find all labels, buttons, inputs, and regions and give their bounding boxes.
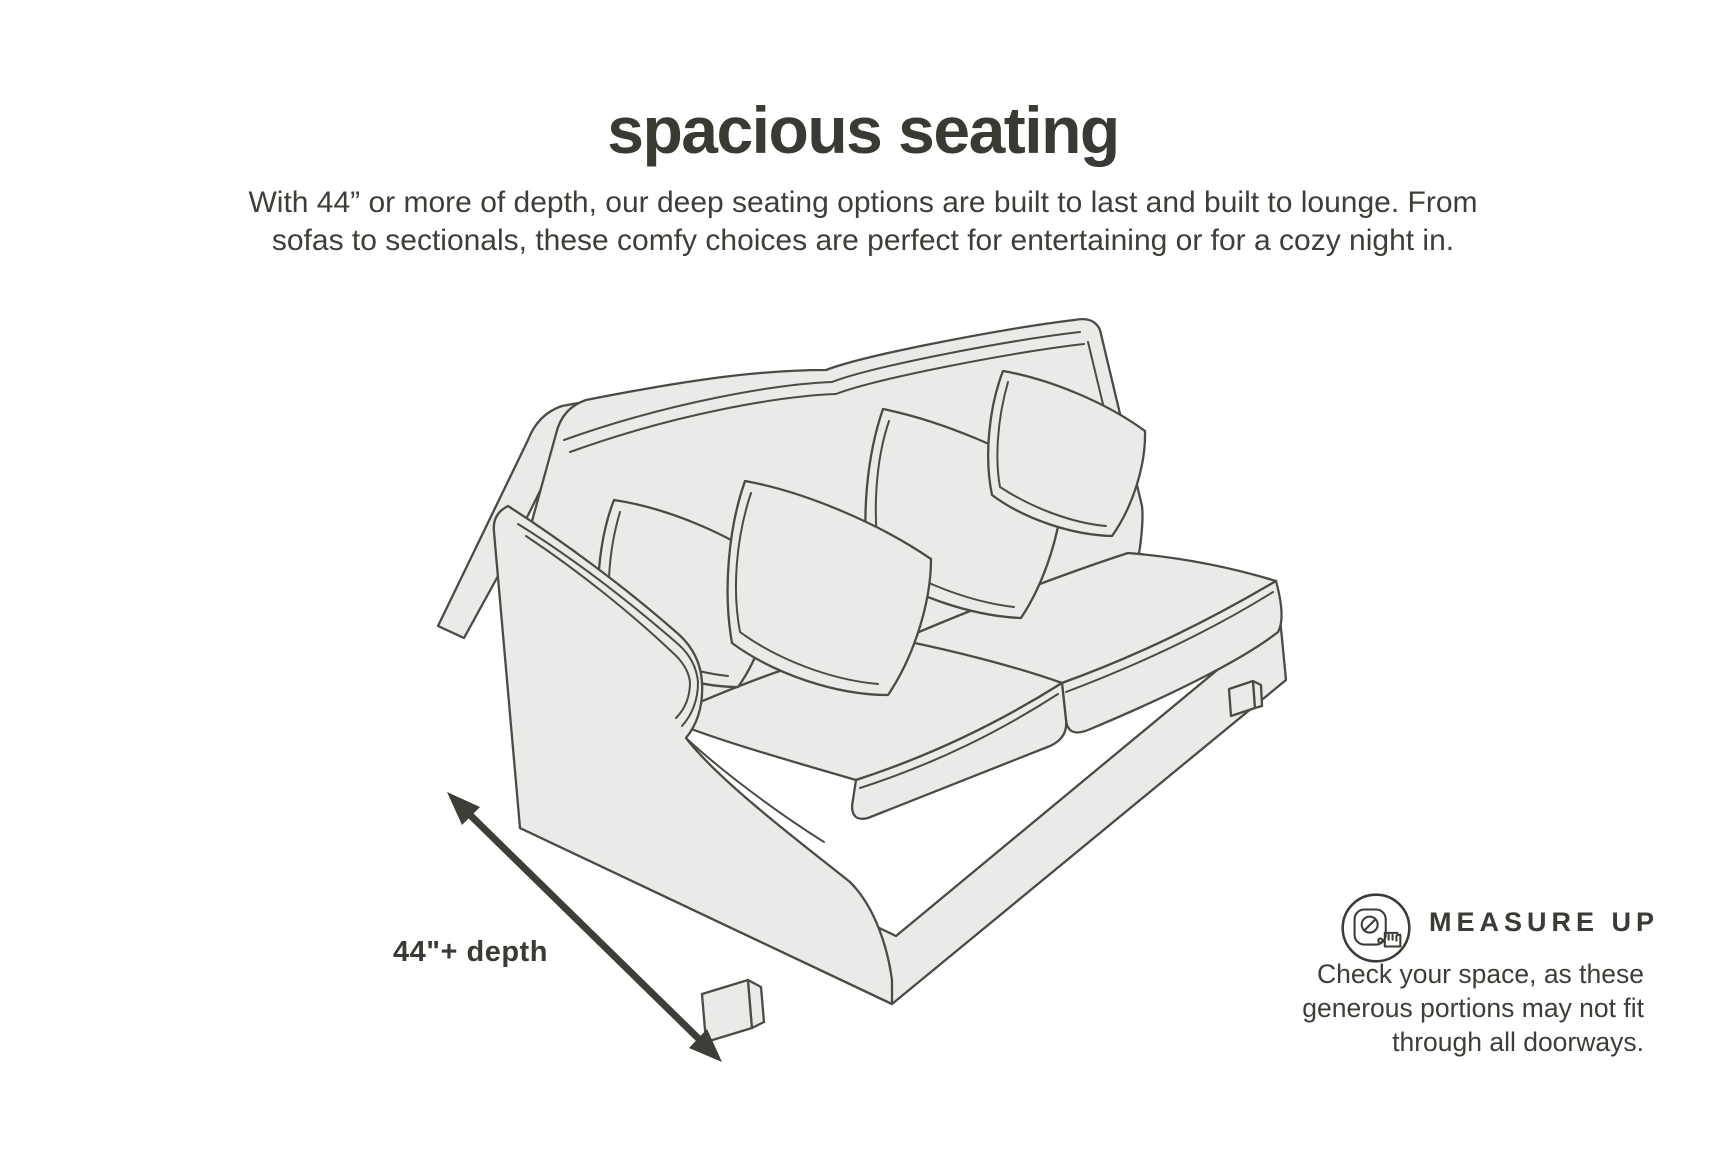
measure-up-line-1: Check your space, as these	[1316, 959, 1644, 989]
depth-dimension-label: 44"+ depth	[393, 936, 548, 968]
measure-up-line-3: through all doorways.	[1392, 1027, 1644, 1057]
sofa-foot	[702, 980, 752, 1042]
page-title: spacious seating	[607, 93, 1119, 167]
tape-measure-icon	[1339, 891, 1413, 965]
measure-up-text	[1224, 957, 1644, 1059]
sofa-foot	[748, 980, 764, 1028]
intro-line-2: sofas to sectionals, these comfy choices are perfect for entertaining or for a cozy night in.	[271, 224, 1455, 257]
measure-up-heading: MEASURE UP	[1429, 907, 1660, 937]
intro-paragraph	[0, 184, 1726, 260]
intro-line-1: With 44” or more of depth, our deep seating options are built to last and built to lounge. From	[248, 186, 1478, 219]
measure-up-line-2: generous portions may not fit	[1302, 993, 1644, 1023]
sofa-foot	[1253, 681, 1262, 708]
